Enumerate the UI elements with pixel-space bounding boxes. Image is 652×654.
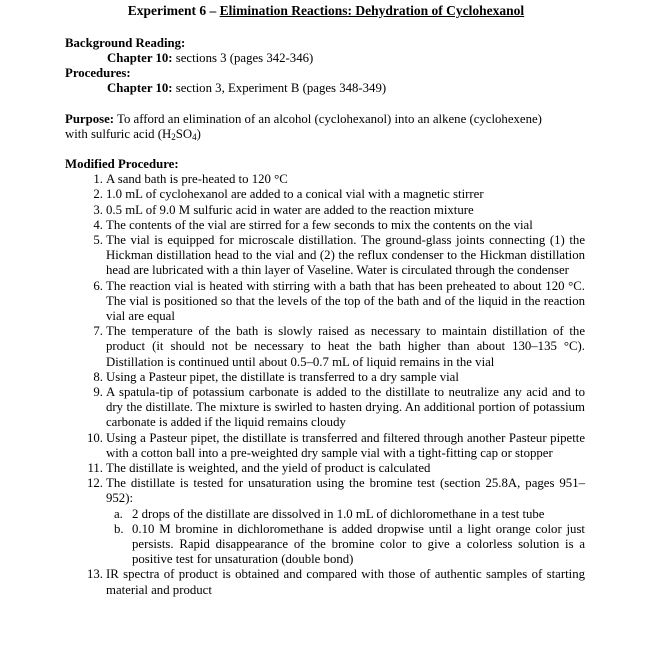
background-chapter-label: Chapter 10: bbox=[107, 51, 173, 66]
title-prefix: Experiment 6 – bbox=[127, 3, 220, 18]
procedure-step: 2. 1.0 mL of cyclohexanol are added to a conical vial with a magnetic stirrer bbox=[93, 187, 484, 202]
procedure-step: 5. The vial is equipped for microscale distillation. The ground-glass joints connecting (1) the Hickman distillation head to the vial and (2) the reflux condenser to the Hickman distillation head are lubricated with a thin layer of Vaseline. Water is circulated through the condenser bbox=[93, 233, 585, 278]
procedure-step: 12. The distillate is tested for unsaturation using the bromine test (section 25.8A, pages 951–952): a. 2 drops of the distillate are dissolved in 1.0 mL of dichloromethane in a test tube b. 0.10 M bromine in dichloromethane is added dropwise until a light orange color just persists. Rapid disappearance of the bromine color to give a colorless solution is a positive test for unsaturation (double bond) bbox=[87, 476, 585, 567]
background-section bbox=[65, 36, 585, 82]
procedure-step: 4. The contents of the vial are stirred for a few seconds to mix the contents on the vial bbox=[93, 217, 533, 232]
title-underlined: Elimination Reactions: Dehydration of Cyclohexanol bbox=[219, 3, 525, 18]
purpose-text-before: To afford an elimination of an alcohol (cyclohexanol) into an alkene (cyclohexene) with sulfuric acid (H bbox=[65, 112, 542, 142]
procedure-step: 7. The temperature of the bath is slowly raised as necessary to maintain distillation of the product (it should not be necessary to heat the bath higher than about 130–135 °C). Distillation is continued until about 0.5–0.7 mL of liquid remains in the vial bbox=[93, 324, 585, 369]
procedure-step: 10. Using a Pasteur pipet, the distillate is transferred and filtered through another Pasteur pipette with a cotton ball into a pre-weighted dry sample vial with a tight-fitting cap or stopper bbox=[87, 430, 585, 460]
purpose-label: Purpose: bbox=[65, 112, 115, 126]
procedures-heading: Procedures: bbox=[65, 66, 131, 81]
background-chapter bbox=[65, 51, 585, 66]
procedure-step: 11. The distillate is weighted, and the yield of product is calculated bbox=[87, 461, 431, 476]
procedure-step: 3. 0.5 mL of 9.0 M sulfuric acid in water are added to the reaction mixture bbox=[93, 202, 474, 217]
modified-procedure-section bbox=[65, 157, 585, 598]
page-title bbox=[0, 3, 652, 18]
procedure-step: 6. The reaction vial is heated with stirring with a bath that has been preheated to about 120 °C. The vial is positioned so that the levels of the top of the bath and of the liquid in the reaction vial are equal bbox=[93, 278, 585, 324]
purpose-text-mid: SO bbox=[175, 127, 193, 142]
purpose-text-after: ) bbox=[196, 127, 201, 142]
procedure-step: 9. A spatula-tip of potassium carbonate is added to the distillate to neutralize any acid and to dry the distillate. The mixture is swirled to hasten drying. An additional portion of potassium carbonate is added if the liquid remains cloudy bbox=[93, 385, 585, 430]
background-heading: Background Reading: bbox=[65, 36, 186, 50]
background-chapter-text: sections 3 (pages 342-346) bbox=[172, 51, 314, 66]
purpose-sub-2: 2 bbox=[171, 132, 176, 143]
procedure-step: 1. A sand bath is pre-heated to 120 °C bbox=[93, 172, 288, 187]
procedures-chapter bbox=[65, 81, 585, 96]
purpose-sub-4: 4 bbox=[192, 132, 197, 143]
procedure-step: 8. Using a Pasteur pipet, the distillate is transferred to a dry sample vial bbox=[93, 369, 459, 384]
procedure-list bbox=[65, 172, 585, 598]
procedures-chapter-label: Chapter 10: bbox=[107, 81, 173, 95]
procedure-substep: b. 0.10 M bromine in dichloromethane is added dropwise until a light orange color just persists. Rapid disappearance of the bromine color to give a colorless solution is a positive test for unsaturation (double bond) bbox=[114, 521, 585, 567]
procedures-chapter-text: section 3, Experiment B (pages 348-349) bbox=[172, 81, 387, 95]
modified-procedure-heading: Modified Procedure: bbox=[65, 157, 179, 171]
purpose-paragraph bbox=[65, 112, 565, 142]
bromine-test-substeps bbox=[106, 507, 585, 568]
procedure-substep: a. 2 drops of the distillate are dissolved in 1.0 mL of dichloromethane in a test tube bbox=[114, 506, 545, 521]
procedure-step: 13. IR spectra of product is obtained and compared with those of authentic samples of starting material and product bbox=[87, 567, 585, 597]
